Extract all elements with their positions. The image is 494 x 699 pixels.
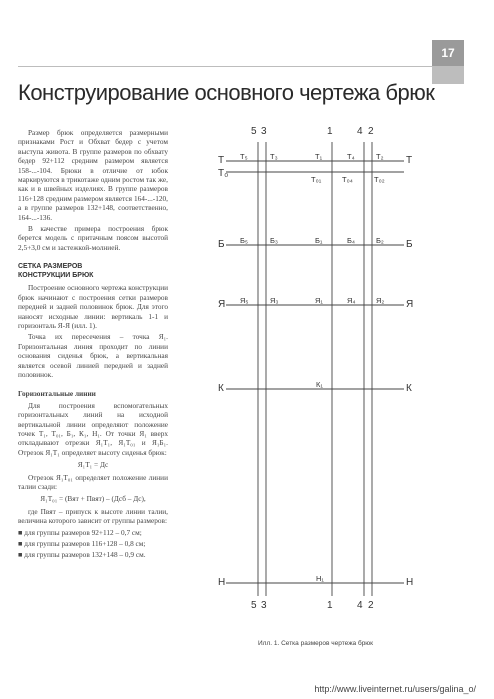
formula-explanation: Отрезок Я₁Т₀₁ определяет положение линии талии сзади: bbox=[18, 472, 168, 491]
point-ya3: Я₃ bbox=[270, 296, 279, 305]
section-heading bbox=[18, 262, 168, 280]
bottom-number-1: 1 bbox=[327, 600, 333, 611]
row-label-t0: Т₀ bbox=[218, 168, 229, 179]
size-grid-diagram bbox=[196, 118, 486, 638]
formula: Я₁Т₀₁ = (Вят + Пвят) – (Дсб – Дс), bbox=[40, 494, 146, 504]
row-label-ya: Я bbox=[218, 299, 226, 310]
right-label-ya: Я bbox=[406, 299, 414, 310]
bottom-number-2: 2 bbox=[368, 600, 374, 611]
point-h1: Н₁ bbox=[316, 574, 324, 583]
point-t04: Т₀₄ bbox=[342, 175, 353, 184]
footer-url: http://www.liveinternet.ru/users/galina_o/ bbox=[314, 684, 476, 694]
right-label-h: Н bbox=[406, 577, 414, 588]
top-number-3: 3 bbox=[261, 126, 267, 137]
text-column bbox=[18, 128, 168, 562]
point-t3: Т₃ bbox=[270, 152, 278, 161]
horizontal-paragraph: Для построения вспомогательных горизонтальных линий на исходной вертикальной линии определяют положение точек Т₁, Т₀₁, Б₁, К₁, Н₁. От точки Я₁ вверх откладывают отрезки Я₁Т₁, Я₁Т₀₁ и Я₁Б₁. Отрезок Я₁Т₁ определяет высоту сиденья брюк: bbox=[18, 400, 168, 457]
bottom-number-5: 5 bbox=[251, 600, 257, 611]
point-b4: Б₄ bbox=[347, 236, 355, 245]
point-b1: Б₁ bbox=[315, 236, 323, 245]
row-label-t: Т bbox=[218, 155, 225, 166]
list-item: ■ для группы размеров 92+112 – 0,7 см; bbox=[18, 527, 142, 537]
list-item: ■ для группы размеров 116+128 – 0,8 см; bbox=[18, 539, 146, 549]
page-title: Конструирование основного чертежа брюк bbox=[18, 80, 435, 105]
point-b5: Б₅ bbox=[240, 236, 248, 245]
intro-paragraph: В качестве примера построения брюк берется модель с притачным поясом высотой 2,5+3,0 см и застежкой-молнией. bbox=[18, 224, 168, 252]
intro-paragraph: Размер брюк определяется размерными признаками Рост и Обхват бедер с учетом выступа живота. В группе размеров по обхвату бедер 92+112 средним размером является 158-...-104. Брюки в отличие от юбок маркируются в трикотаже одним ростом так же, как и в швейных изделиях. В группе размеров 116+128 средним размером является 164-...-120, а в группе размеров 132+148, соответственно, 164-...-136. bbox=[18, 128, 168, 222]
point-b2: Б₂ bbox=[376, 236, 384, 245]
point-t4: Т₄ bbox=[347, 152, 355, 161]
section-paragraph: Построение основного чертежа конструкции брюк начинают с построения сетки размеров передней и задней половинок брюк. Для этого наносят исходные линии: вертикаль 1-1 и горизонталь Я-Я (илл. 1). bbox=[18, 283, 168, 330]
point-ya2: Я₂ bbox=[376, 296, 385, 305]
point-ya1: Я₁ bbox=[315, 296, 323, 305]
point-t5: Т₅ bbox=[240, 152, 248, 161]
row-label-h: Н bbox=[218, 577, 226, 588]
figure-caption: Илл. 1. Сетка размеров чертежа брюк bbox=[258, 640, 374, 647]
right-label-k: К bbox=[406, 383, 412, 394]
top-number-5: 5 bbox=[251, 126, 257, 137]
point-t01: Т₀₁ bbox=[311, 175, 322, 184]
top-number-1: 1 bbox=[327, 126, 333, 137]
right-label-b: Б bbox=[406, 239, 413, 250]
section-heading-line: КОНСТРУКЦИИ БРЮК bbox=[18, 272, 94, 280]
point-ya5: Я₅ bbox=[240, 296, 249, 305]
point-t1: Т₁ bbox=[315, 152, 323, 161]
right-label-t: Т bbox=[406, 155, 413, 166]
bottom-number-4: 4 bbox=[357, 600, 363, 611]
grid-lines bbox=[196, 118, 486, 638]
point-t02: Т₀₂ bbox=[374, 175, 385, 184]
header-bar bbox=[432, 66, 464, 84]
section-heading-line: СЕТКА РАЗМЕРОВ bbox=[18, 263, 83, 271]
header-rule bbox=[18, 66, 432, 67]
top-number-2: 2 bbox=[368, 126, 374, 137]
section-paragraph: Точка их пересечения – точка Я₁. Горизонтальная линия проходит по линии основания сиденья брюк, а вертикальная является осевой линией передней и задней половинок. bbox=[18, 332, 168, 379]
point-t2: Т₂ bbox=[376, 152, 384, 161]
point-k1: К₁ bbox=[316, 380, 323, 389]
point-ya4: Я₄ bbox=[347, 296, 356, 305]
page-number: 17 bbox=[432, 40, 464, 66]
point-b3: Б₃ bbox=[270, 236, 278, 245]
list-item: ■ для группы размеров 132+148 – 0,9 см. bbox=[18, 550, 146, 560]
formula-explanation: где Пвят – припуск к высоте линии талии, величина которого зависит от группы размеров: bbox=[18, 506, 168, 526]
formula: Я₁Т₁ = Дс bbox=[77, 460, 109, 470]
row-label-k: К bbox=[218, 383, 224, 394]
bottom-number-3: 3 bbox=[261, 600, 267, 611]
subheading: Горизонтальные линии bbox=[18, 389, 96, 399]
row-label-b: Б bbox=[218, 239, 225, 250]
top-number-4: 4 bbox=[357, 126, 363, 137]
